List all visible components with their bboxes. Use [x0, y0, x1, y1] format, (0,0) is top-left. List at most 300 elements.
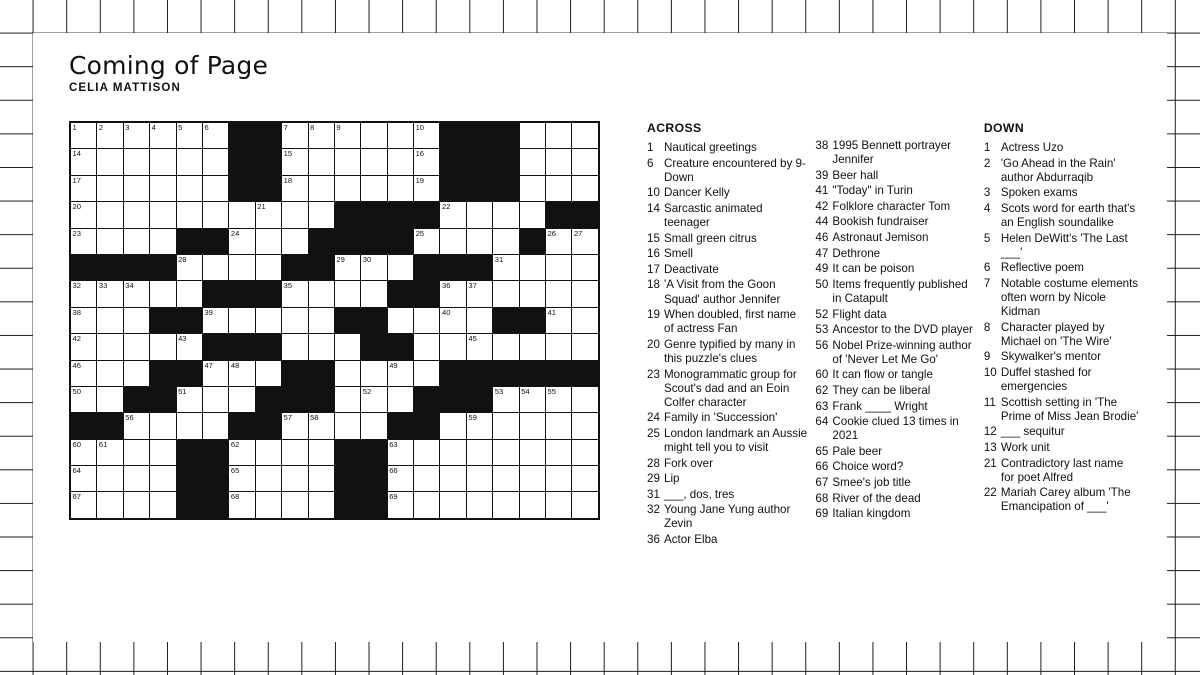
crossword-cell[interactable] [361, 175, 387, 201]
crossword-cell[interactable] [150, 122, 176, 149]
cell-number: 1 [72, 123, 77, 132]
crossword-cell[interactable] [282, 122, 308, 149]
crossword-cell[interactable] [414, 439, 440, 465]
crossword-cell[interactable] [572, 307, 599, 333]
crossword-cell[interactable] [70, 122, 97, 149]
crossword-block-cell [572, 202, 599, 228]
crossword-cell[interactable] [70, 386, 97, 412]
clue-item[interactable] [984, 366, 1139, 394]
crossword-cell[interactable] [414, 149, 440, 175]
clue-item[interactable] [647, 278, 807, 306]
crossword-cell[interactable] [308, 334, 334, 360]
crossword-cell[interactable] [546, 492, 572, 519]
crossword-cell[interactable] [97, 228, 123, 254]
crossword-cell[interactable] [361, 386, 387, 412]
crossword-cell[interactable] [255, 439, 281, 465]
crossword-cell[interactable] [202, 122, 228, 149]
crossword-cell[interactable] [334, 334, 360, 360]
crossword-cell[interactable] [123, 413, 149, 439]
crossword-cell[interactable] [519, 492, 545, 519]
crossword-cell[interactable] [123, 466, 149, 492]
crossword-cell[interactable] [493, 466, 519, 492]
crossword-cell[interactable] [361, 413, 387, 439]
clue-number: 31 [647, 487, 660, 501]
crossword-cell[interactable] [255, 228, 281, 254]
clue-item[interactable] [647, 338, 807, 366]
crossword-cell[interactable] [466, 334, 492, 360]
crossword-cell[interactable] [97, 122, 123, 149]
crossword-block-cell [176, 492, 202, 519]
crossword-cell[interactable] [546, 228, 572, 254]
crossword-cell[interactable] [97, 492, 123, 519]
crossword-cell[interactable] [97, 149, 123, 175]
crossword-cell[interactable] [493, 439, 519, 465]
crossword-cell[interactable] [440, 492, 466, 519]
crossword-cell[interactable] [282, 175, 308, 201]
crossword-cell[interactable] [308, 122, 334, 149]
crossword-cell[interactable] [440, 281, 466, 307]
crossword-cell[interactable] [519, 334, 545, 360]
crossword-block-cell [255, 281, 281, 307]
clue-text: Deactivate [664, 262, 719, 276]
crossword-cell[interactable] [387, 360, 413, 386]
crossword-cell[interactable] [202, 149, 228, 175]
crossword-cell[interactable] [308, 175, 334, 201]
crossword-cell[interactable] [282, 281, 308, 307]
crossword-cell[interactable] [176, 413, 202, 439]
crossword-cell[interactable] [334, 386, 360, 412]
crossword-cell[interactable] [123, 492, 149, 519]
crossword-cell[interactable] [466, 413, 492, 439]
crossword-cell[interactable] [123, 228, 149, 254]
clue-text: Items frequently published in Catapult [832, 277, 968, 305]
cell-number: 46 [72, 360, 81, 370]
crossword-cell[interactable] [229, 202, 255, 228]
clue-item[interactable] [984, 141, 1139, 155]
crossword-cell[interactable] [334, 254, 360, 280]
crossword-cell[interactable] [440, 228, 466, 254]
clue-item[interactable] [647, 263, 807, 277]
crossword-cell[interactable] [123, 307, 149, 333]
crossword-cell[interactable] [282, 202, 308, 228]
crossword-cell[interactable] [70, 466, 97, 492]
crossword-cell[interactable] [97, 334, 123, 360]
crossword-cell[interactable] [466, 202, 492, 228]
crossword-block-cell [361, 228, 387, 254]
crossword-cell[interactable] [150, 413, 176, 439]
crossword-cell[interactable] [176, 202, 202, 228]
crossword-block-cell [202, 492, 228, 519]
crossword-cell[interactable] [123, 122, 149, 149]
clue-item[interactable] [984, 202, 1139, 230]
clue-item[interactable] [815, 184, 975, 198]
crossword-cell[interactable] [308, 149, 334, 175]
clue-item[interactable] [815, 139, 975, 167]
crossword-cell[interactable] [282, 334, 308, 360]
crossword-cell[interactable] [361, 360, 387, 386]
crossword-cell[interactable] [282, 492, 308, 519]
clue-item[interactable] [815, 507, 975, 521]
crossword-cell[interactable] [519, 413, 545, 439]
clue-item[interactable] [647, 157, 807, 185]
crossword-cell[interactable] [176, 149, 202, 175]
crossword-cell[interactable] [414, 492, 440, 519]
clue-item[interactable] [647, 202, 807, 230]
crossword-cell[interactable] [440, 202, 466, 228]
crossword-cell[interactable] [202, 202, 228, 228]
crossword-cell[interactable] [334, 281, 360, 307]
crossword-cell[interactable] [229, 307, 255, 333]
crossword-cell[interactable] [414, 307, 440, 333]
clue-item[interactable] [815, 169, 975, 183]
crossword-cell[interactable] [414, 360, 440, 386]
crossword-cell[interactable] [70, 228, 97, 254]
crossword-cell[interactable] [414, 228, 440, 254]
crossword-cell[interactable] [572, 466, 599, 492]
crossword-block-cell [176, 360, 202, 386]
crossword-cell[interactable] [229, 228, 255, 254]
crossword-cell[interactable] [493, 202, 519, 228]
clue-item[interactable] [647, 533, 807, 547]
clue-item[interactable] [984, 425, 1139, 439]
crossword-cell[interactable] [387, 466, 413, 492]
crossword-cell[interactable] [361, 254, 387, 280]
crossword-cell[interactable] [282, 228, 308, 254]
crossword-block-cell [493, 175, 519, 201]
clue-item[interactable] [984, 350, 1139, 364]
clue-item[interactable] [815, 400, 975, 414]
clue-item[interactable] [815, 278, 975, 306]
crossword-cell[interactable] [546, 254, 572, 280]
crossword-cell[interactable] [519, 386, 545, 412]
crossword-cell[interactable] [440, 466, 466, 492]
crossword-cell[interactable] [334, 149, 360, 175]
clue-number: 10 [647, 186, 660, 200]
crossword-cell[interactable] [97, 439, 123, 465]
crossword-cell[interactable] [361, 281, 387, 307]
crossword-cell[interactable] [97, 307, 123, 333]
crossword-cell[interactable] [519, 254, 545, 280]
crossword-cell[interactable] [123, 334, 149, 360]
clue-text: Genre typified by many in this puzzle's clues [664, 337, 796, 365]
crossword-cell[interactable] [70, 492, 97, 519]
crossword-cell[interactable] [308, 281, 334, 307]
crossword-cell[interactable] [387, 175, 413, 201]
clue-item[interactable] [984, 486, 1139, 514]
clue-item[interactable] [815, 339, 975, 367]
clue-item[interactable] [815, 445, 975, 459]
crossword-cell[interactable] [387, 122, 413, 149]
crossword-cell[interactable] [282, 413, 308, 439]
crossword-block-cell [255, 413, 281, 439]
crossword-cell[interactable] [229, 360, 255, 386]
crossword-cell[interactable] [361, 149, 387, 175]
crossword-cell[interactable] [546, 307, 572, 333]
crossword-cell[interactable] [519, 466, 545, 492]
cell-number: 30 [362, 254, 372, 264]
clue-number: 28 [647, 456, 660, 470]
crossword-cell[interactable] [176, 175, 202, 201]
crossword-cell[interactable] [546, 175, 572, 201]
crossword-cell[interactable] [414, 466, 440, 492]
clue-item[interactable] [815, 415, 975, 443]
crossword-cell[interactable] [334, 122, 360, 149]
crossword-cell[interactable] [282, 307, 308, 333]
crossword-cell[interactable] [70, 202, 97, 228]
crossword-cell[interactable] [572, 149, 599, 175]
crossword-cell[interactable] [308, 492, 334, 519]
clue-item[interactable] [647, 247, 807, 261]
clue-number: 56 [815, 338, 829, 352]
crossword-cell[interactable] [123, 281, 149, 307]
crossword-cell[interactable] [466, 439, 492, 465]
crossword-cell[interactable] [282, 439, 308, 465]
crossword-cell[interactable] [308, 439, 334, 465]
crossword-cell[interactable] [123, 360, 149, 386]
crossword-cell[interactable] [97, 175, 123, 201]
crossword-cell[interactable] [572, 281, 599, 307]
crossword-block-cell [229, 334, 255, 360]
clue-item[interactable] [815, 215, 975, 229]
crossword-cell[interactable] [546, 122, 572, 149]
clue-item[interactable] [984, 186, 1139, 200]
clue-item[interactable] [984, 261, 1139, 275]
clue-item[interactable] [647, 457, 807, 471]
crossword-cell[interactable] [202, 360, 228, 386]
crossword-cell[interactable] [466, 307, 492, 333]
crossword-cell[interactable] [387, 386, 413, 412]
clue-item[interactable] [647, 488, 807, 502]
crossword-cell[interactable] [202, 413, 228, 439]
crossword-cell[interactable] [70, 307, 97, 333]
crossword-cell[interactable] [493, 334, 519, 360]
crossword-cell[interactable] [572, 492, 599, 519]
crossword-cell[interactable] [123, 439, 149, 465]
clue-item[interactable] [815, 368, 975, 382]
crossword-block-cell [282, 386, 308, 412]
clue-item[interactable] [647, 141, 807, 155]
crossword-cell[interactable] [308, 307, 334, 333]
crossword-cell[interactable] [519, 202, 545, 228]
crossword-cell[interactable] [70, 281, 97, 307]
cell-number: 31 [494, 254, 504, 264]
crossword-cell[interactable] [546, 466, 572, 492]
cell-number: 61 [98, 439, 108, 449]
clue-item[interactable] [647, 232, 807, 246]
clue-item[interactable] [647, 411, 807, 425]
crossword-cell[interactable] [229, 254, 255, 280]
clue-item[interactable] [815, 231, 975, 245]
crossword-cell[interactable] [519, 281, 545, 307]
crossword-cell[interactable] [519, 149, 545, 175]
clue-item[interactable] [815, 492, 975, 506]
crossword-cell[interactable] [282, 466, 308, 492]
cell-number: 45 [468, 334, 477, 344]
cell-number: 3 [125, 123, 130, 132]
crossword-cell[interactable] [414, 175, 440, 201]
crossword-cell[interactable] [440, 307, 466, 333]
crossword-cell[interactable] [440, 439, 466, 465]
clue-item[interactable] [815, 308, 975, 322]
crossword-cell[interactable] [546, 439, 572, 465]
clue-item[interactable] [815, 476, 975, 490]
crossword-cell[interactable] [150, 149, 176, 175]
crossword-cell[interactable] [282, 149, 308, 175]
clue-item[interactable] [815, 384, 975, 398]
clue-text: Smell [664, 247, 693, 261]
crossword-cell[interactable] [466, 281, 492, 307]
crossword-cell[interactable] [572, 175, 599, 201]
crossword-cell[interactable] [70, 334, 97, 360]
crossword-cell[interactable] [123, 175, 149, 201]
crossword-cell[interactable] [493, 228, 519, 254]
clue-item[interactable] [984, 321, 1139, 349]
crossword-cell[interactable] [414, 334, 440, 360]
crossword-cell[interactable] [70, 175, 97, 201]
crossword-cell[interactable] [546, 149, 572, 175]
crossword-cell[interactable] [440, 413, 466, 439]
crossword-cell[interactable] [176, 254, 202, 280]
clue-item[interactable] [647, 472, 807, 486]
crossword-cell[interactable] [572, 413, 599, 439]
clue-text: Contradictory last name for poet Alfred [1000, 456, 1124, 484]
clue-item[interactable] [647, 427, 807, 455]
crossword-cell[interactable] [202, 307, 228, 333]
crossword-cell[interactable] [334, 360, 360, 386]
clue-item[interactable] [647, 368, 807, 410]
cell-number: 52 [362, 386, 372, 396]
cell-number: 69 [389, 492, 398, 502]
crossword-block-cell [361, 202, 387, 228]
crossword-cell[interactable] [546, 281, 572, 307]
crossword-cell[interactable] [255, 202, 281, 228]
crossword-cell[interactable] [572, 439, 599, 465]
crossword-cell[interactable] [97, 202, 123, 228]
crossword-cell[interactable] [229, 492, 255, 519]
crossword-cell[interactable] [255, 307, 281, 333]
clue-item[interactable] [984, 232, 1139, 260]
crossword-cell[interactable] [150, 492, 176, 519]
crossword-cell[interactable] [466, 492, 492, 519]
crossword-cell[interactable] [572, 386, 599, 412]
crossword-cell[interactable] [255, 492, 281, 519]
cell-number: 39 [204, 307, 213, 317]
crossword-cell[interactable] [176, 122, 202, 149]
crossword-cell[interactable] [493, 492, 519, 519]
crossword-cell[interactable] [150, 228, 176, 254]
crossword-cell[interactable] [493, 254, 519, 280]
clue-item[interactable] [984, 396, 1139, 424]
crossword-cell[interactable] [150, 202, 176, 228]
crossword-cell[interactable] [572, 334, 599, 360]
crossword-cell[interactable] [202, 386, 228, 412]
clue-item[interactable] [984, 277, 1139, 319]
crossword-cell[interactable] [572, 122, 599, 149]
crossword-cell[interactable] [97, 466, 123, 492]
crossword-cell[interactable] [97, 281, 123, 307]
clue-number: 3 [983, 186, 991, 200]
crossword-cell[interactable] [308, 466, 334, 492]
cell-number: 18 [283, 175, 293, 185]
crossword-cell[interactable] [546, 413, 572, 439]
crossword-cell[interactable] [572, 228, 599, 254]
crossword-cell[interactable] [202, 254, 228, 280]
crossword-cell[interactable] [519, 439, 545, 465]
clue-item[interactable] [984, 441, 1139, 455]
crossword-cell[interactable] [466, 228, 492, 254]
crossword-cell[interactable] [255, 466, 281, 492]
clue-item[interactable] [815, 323, 975, 337]
crossword-cell[interactable] [334, 413, 360, 439]
crossword-block-cell [414, 254, 440, 280]
crossword-cell[interactable] [387, 492, 413, 519]
clue-item[interactable] [984, 457, 1139, 485]
crossword-cell[interactable] [70, 149, 97, 175]
crossword-cell[interactable] [546, 386, 572, 412]
crossword-cell[interactable] [176, 334, 202, 360]
crossword-cell[interactable] [493, 413, 519, 439]
crossword-cell[interactable] [229, 466, 255, 492]
crossword-cell[interactable] [387, 307, 413, 333]
clue-item[interactable] [815, 247, 975, 261]
clue-item[interactable] [647, 186, 807, 200]
crossword-cell[interactable] [572, 254, 599, 280]
clue-item[interactable] [815, 262, 975, 276]
crossword-cell[interactable] [493, 386, 519, 412]
crossword-cell[interactable] [150, 334, 176, 360]
crossword-cell[interactable] [150, 439, 176, 465]
crossword-cell[interactable] [440, 334, 466, 360]
crossword-cell[interactable] [176, 386, 202, 412]
crossword-cell[interactable] [334, 175, 360, 201]
crossword-cell[interactable] [308, 413, 334, 439]
crossword-cell[interactable] [519, 122, 545, 149]
crossword-cell[interactable] [150, 466, 176, 492]
crossword-cell[interactable] [202, 175, 228, 201]
crossword-cell[interactable] [414, 122, 440, 149]
crossword-cell[interactable] [466, 466, 492, 492]
crossword-cell[interactable] [70, 360, 97, 386]
crossword-cell[interactable] [255, 254, 281, 280]
crossword-cell[interactable] [229, 439, 255, 465]
crossword-cell[interactable] [97, 386, 123, 412]
crossword-cell[interactable] [150, 281, 176, 307]
clue-item[interactable] [647, 503, 807, 531]
crossword-cell[interactable] [546, 334, 572, 360]
crossword-cell[interactable] [493, 281, 519, 307]
clue-item[interactable] [647, 308, 807, 336]
crossword-cell[interactable] [255, 360, 281, 386]
crossword-cell[interactable] [70, 439, 97, 465]
crossword-cell[interactable] [308, 202, 334, 228]
clue-item[interactable] [815, 200, 975, 214]
crossword-cell[interactable] [387, 254, 413, 280]
clue-item[interactable] [815, 460, 975, 474]
crossword-cell[interactable] [387, 149, 413, 175]
crossword-cell[interactable] [519, 175, 545, 201]
crossword-cell[interactable] [150, 175, 176, 201]
crossword-cell[interactable] [387, 439, 413, 465]
crossword-cell[interactable] [123, 202, 149, 228]
crossword-cell[interactable] [176, 281, 202, 307]
crossword-grid[interactable] [69, 121, 600, 520]
crossword-cell[interactable] [361, 122, 387, 149]
clue-item[interactable] [984, 157, 1139, 185]
crossword-cell[interactable] [97, 360, 123, 386]
crossword-cell[interactable] [229, 386, 255, 412]
crossword-cell[interactable] [123, 149, 149, 175]
crossword-grid-container[interactable] [69, 121, 600, 520]
